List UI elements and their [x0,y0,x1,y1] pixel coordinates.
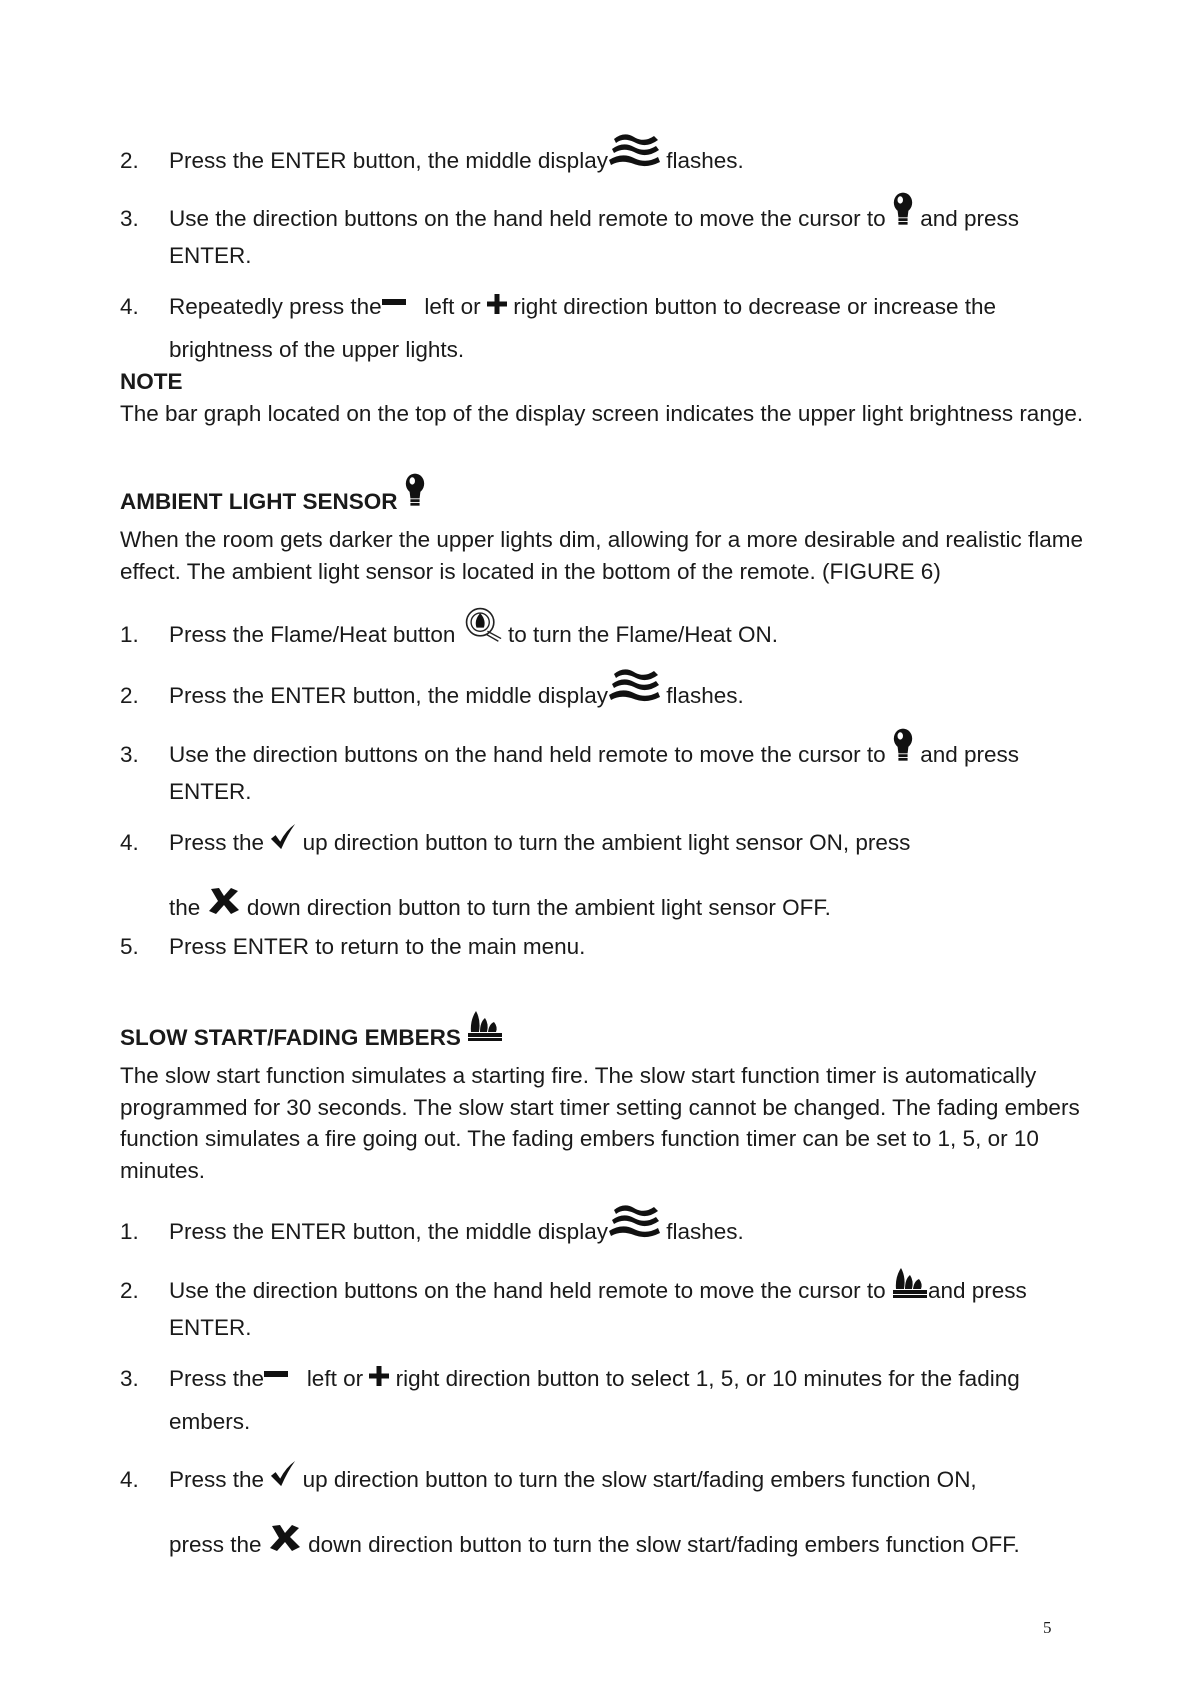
light-bulb-icon [892,191,914,229]
list-item-text: Use the direction buttons on the hand held remote to move the cursor to and press [169,203,1019,234]
list-item-text: Press the ENTER button, the middle display flashes. [169,680,744,711]
x-icon [268,1523,302,1553]
list-number: 3. [120,742,139,767]
note-heading: NOTE [120,369,183,394]
list-number: 4. [120,294,139,319]
list-item-text: Press ENTER to return to the main menu. [169,934,586,959]
list-item-text: Use the direction buttons on the hand held remote to move the cursor to and press [169,1275,1027,1306]
list-item-text: Press the ENTER button, the middle display flashes. [169,1216,744,1247]
list-number: 1. [120,622,139,647]
list-number: 3. [120,1366,139,1391]
plus-icon [487,294,507,314]
list-number: 1. [120,1219,139,1244]
list-number: 2. [120,148,139,173]
embers-icon [892,1267,928,1299]
light-bulb-icon [404,472,426,510]
check-icon [270,1461,296,1487]
list-number: 2. [120,1278,139,1303]
list-number: 5. [120,934,139,959]
note-text: The bar graph located on the top of the display screen indicates the upper light brightness range. [120,401,1084,426]
list-item-text: Repeatedly press the left or right direction button to decrease or increase the [169,294,997,319]
flame-heat-icon [462,605,502,643]
section-heading: SLOW START/FADING EMBERS [120,1022,503,1053]
waves-display-icon [608,129,660,169]
list-number: 3. [120,206,139,231]
section-intro: When the room gets darker the upper lights dim, allowing for a more desirable and realistic flame effect. The ambient light sensor is located in the bottom of the remote. (FIGURE 6) [120,527,1083,584]
page-number: 5 [1043,1618,1052,1637]
list-item-text: Press the Flame/Heat button to turn the Flame/Heat ON. [169,619,778,650]
embers-icon [467,1010,503,1042]
waves-display-icon [608,1200,660,1240]
list-item-text: Press the ENTER button, the middle display flashes. [169,145,744,176]
minus-icon [382,297,406,307]
list-item-continuation: embers. [169,1409,251,1434]
list-item-continuation: brightness of the upper lights. [169,337,465,362]
list-number: 4. [120,830,139,855]
section-intro: The slow start function simulates a starting fire. The slow start function timer is automatically programmed for 30 seconds. The slow start timer setting cannot be changed. The fading embers function simulates a fire going out. The fading embers function timer can be set to 1, 5, or 10 minutes. [120,1063,1080,1183]
minus-icon [264,1369,288,1379]
list-number: 4. [120,1467,139,1492]
light-bulb-icon [892,727,914,765]
list-item-continuation: ENTER. [169,1315,252,1340]
list-number: 2. [120,683,139,708]
list-item-text: Press the up direction button to turn the ambient light sensor ON, press [169,827,910,858]
list-item-text: Press the left or right direction button to select 1, 5, or 10 minutes for the fading [169,1366,1020,1391]
list-item-continuation: the down direction button to turn the ambient light sensor OFF. [169,892,831,923]
list-item-text: Use the direction buttons on the hand held remote to move the cursor to and press [169,739,1019,770]
plus-icon [369,1366,389,1386]
waves-display-icon [608,664,660,704]
check-icon [270,824,296,850]
list-item-continuation: press the down direction button to turn the slow start/fading embers function OFF. [169,1529,1020,1560]
list-item-continuation: ENTER. [169,779,252,804]
x-icon [207,886,241,916]
section-heading: AMBIENT LIGHT SENSOR [120,486,426,517]
list-item-continuation: ENTER. [169,243,252,268]
list-item-text: Press the up direction button to turn the slow start/fading embers function ON, [169,1464,977,1495]
